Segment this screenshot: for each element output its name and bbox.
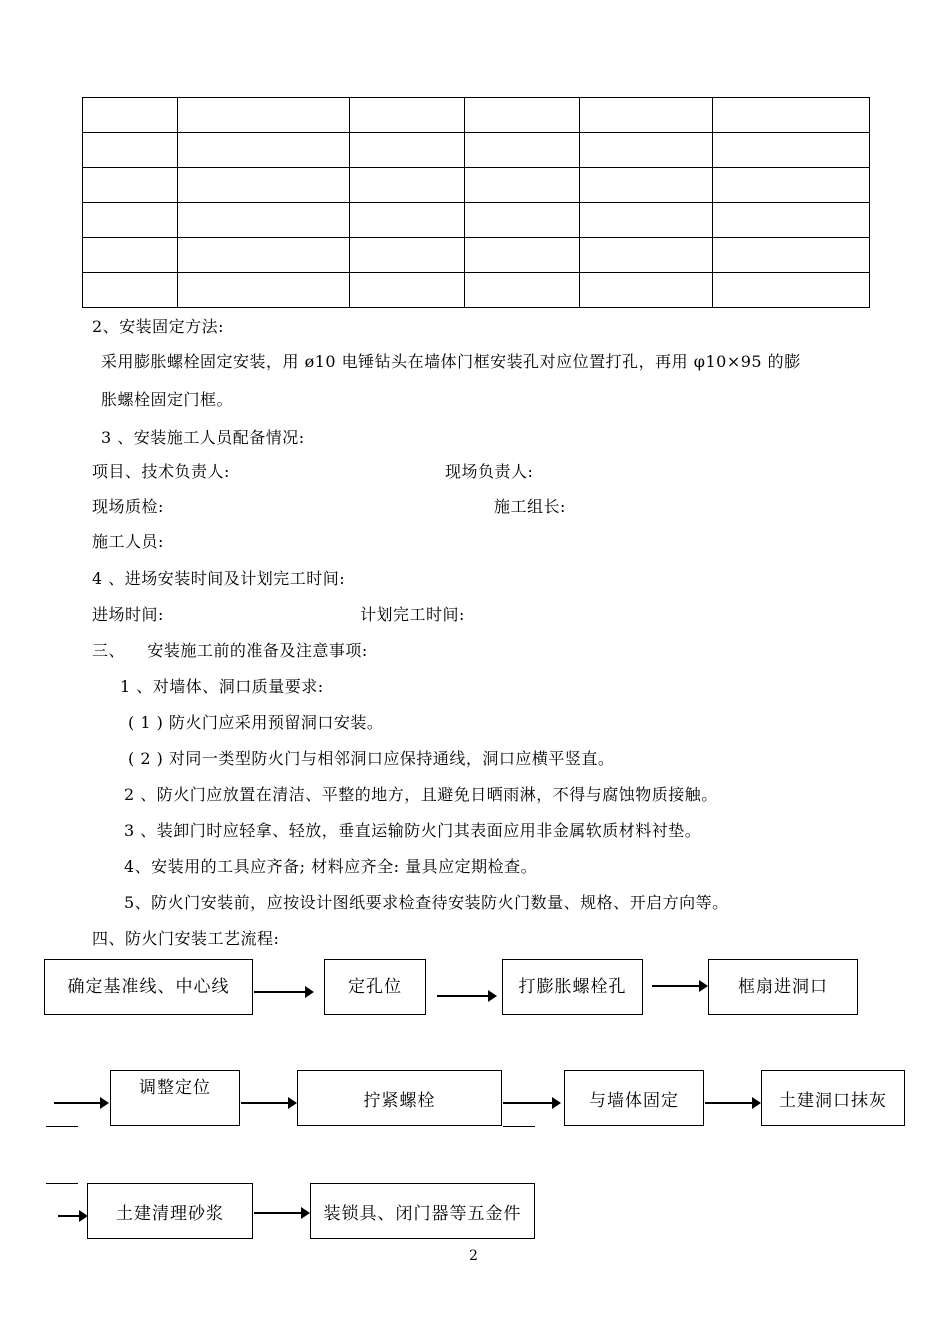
table-cell [178,203,350,238]
schedule-finish: 计划完工时间: [360,605,465,624]
install-method-line2: 胀螺栓固定门框。 [101,390,234,409]
table-cell [580,203,713,238]
table-cell [713,133,870,168]
prep-3: 3 、装卸门时应轻拿、轻放，垂直运输防火门其表面应用非金属软质材料衬垫。 [124,821,702,840]
staff-project-lead: 项目、技术负责人: [92,462,230,481]
staff-workers: 施工人员: [92,532,164,551]
table-cell [580,98,713,133]
table-cell [580,238,713,273]
flow-step-clean-mortar: 土建清理砂浆 [87,1183,253,1239]
flow-step-plaster-opening: 土建洞口抹灰 [761,1070,905,1126]
schedule-title: 4 、进场安装时间及计划完工时间: [92,569,346,588]
table-cell [178,238,350,273]
table-cell [350,238,465,273]
table-cell [83,168,178,203]
install-method-title: 2、安装固定方法: [92,317,225,336]
flow-arrow [254,986,314,998]
table-cell [465,168,580,203]
flow-arrow [58,1210,88,1222]
flow-step-hole-position: 定孔位 [324,959,426,1015]
connector-line [46,1126,78,1127]
table-cell [465,98,580,133]
table-cell [580,133,713,168]
connector-line [503,1126,535,1127]
flow-arrow [254,1207,310,1219]
table-row [83,203,870,238]
table-cell [713,168,870,203]
prep-1-2: ( 2 ) 对同一类型防火门与相邻洞口应保持通线，洞口应横平竖直。 [128,749,615,768]
table-cell [178,273,350,308]
table-cell [350,133,465,168]
table-cell [350,203,465,238]
schedule-entry: 进场时间: [92,605,164,624]
blank-table [82,97,870,308]
table-cell [178,98,350,133]
flow-step-frame-into-opening: 框扇进洞口 [708,959,858,1015]
connector-line [46,1183,78,1184]
table-cell [713,238,870,273]
flow-arrow [652,980,708,992]
table-cell [713,273,870,308]
table-cell [465,273,580,308]
table-row [83,238,870,273]
prep-2: 2 、防火门应放置在清洁、平整的地方，且避免日晒雨淋，不得与腐蚀物质接触。 [124,785,718,804]
flow-step-tighten-bolts: 拧紧螺栓 [297,1070,502,1126]
flow-arrow [503,1097,561,1109]
prep-5: 5、防火门安装前，应按设计图纸要求检查待安装防火门数量、规格、开启方向等。 [124,893,729,912]
table-cell [713,203,870,238]
table-cell [580,168,713,203]
staff-team-lead: 施工组长: [494,497,566,516]
flow-step-drill-bolt-holes: 打膨胀螺栓孔 [502,959,643,1015]
table-cell [83,273,178,308]
table-cell [83,203,178,238]
table-row [83,168,870,203]
process-title: 四、防火门安装工艺流程: [92,929,280,948]
prep-title: 三、 安装施工前的准备及注意事项: [92,641,368,660]
table-cell [350,98,465,133]
flow-arrow [241,1097,297,1109]
flow-step-install-hardware: 装锁具、闭门器等五金件 [310,1183,535,1239]
flow-step-fix-to-wall: 与墙体固定 [564,1070,704,1126]
flow-step-baseline: 确定基准线、中心线 [44,959,253,1015]
flow-arrow [705,1097,761,1109]
flow-arrow [437,990,497,1002]
table-row [83,98,870,133]
table-cell [465,238,580,273]
table-cell [465,133,580,168]
table-row [83,133,870,168]
staffing-title: 3 、安装施工人员配备情况: [101,428,305,447]
table-cell [350,168,465,203]
table-cell [178,168,350,203]
table-cell [465,203,580,238]
prep-4: 4、安装用的工具应齐备; 材料应齐全: 量具应定期检查。 [124,857,538,876]
table-cell [83,98,178,133]
staff-site-lead: 现场负责人: [445,462,534,481]
page-number: 2 [469,1248,478,1264]
flow-step-adjust-position: 调整定位 [110,1070,240,1126]
table-row [83,273,870,308]
table-cell [178,133,350,168]
prep-1: 1 、对墙体、洞口质量要求: [120,677,324,696]
table-cell [350,273,465,308]
table-cell [83,133,178,168]
flow-arrow [54,1097,109,1109]
table-cell [580,273,713,308]
install-method-line1: 采用膨胀螺栓固定安装，用 ø10 电锤钻头在墙体门框安装孔对应位置打孔，再用 φ10×95 的膨 [101,352,801,371]
staff-quality: 现场质检: [92,497,164,516]
table-cell [83,238,178,273]
prep-1-1: ( 1 ) 防火门应采用预留洞口安装。 [128,713,384,732]
table-cell [713,98,870,133]
